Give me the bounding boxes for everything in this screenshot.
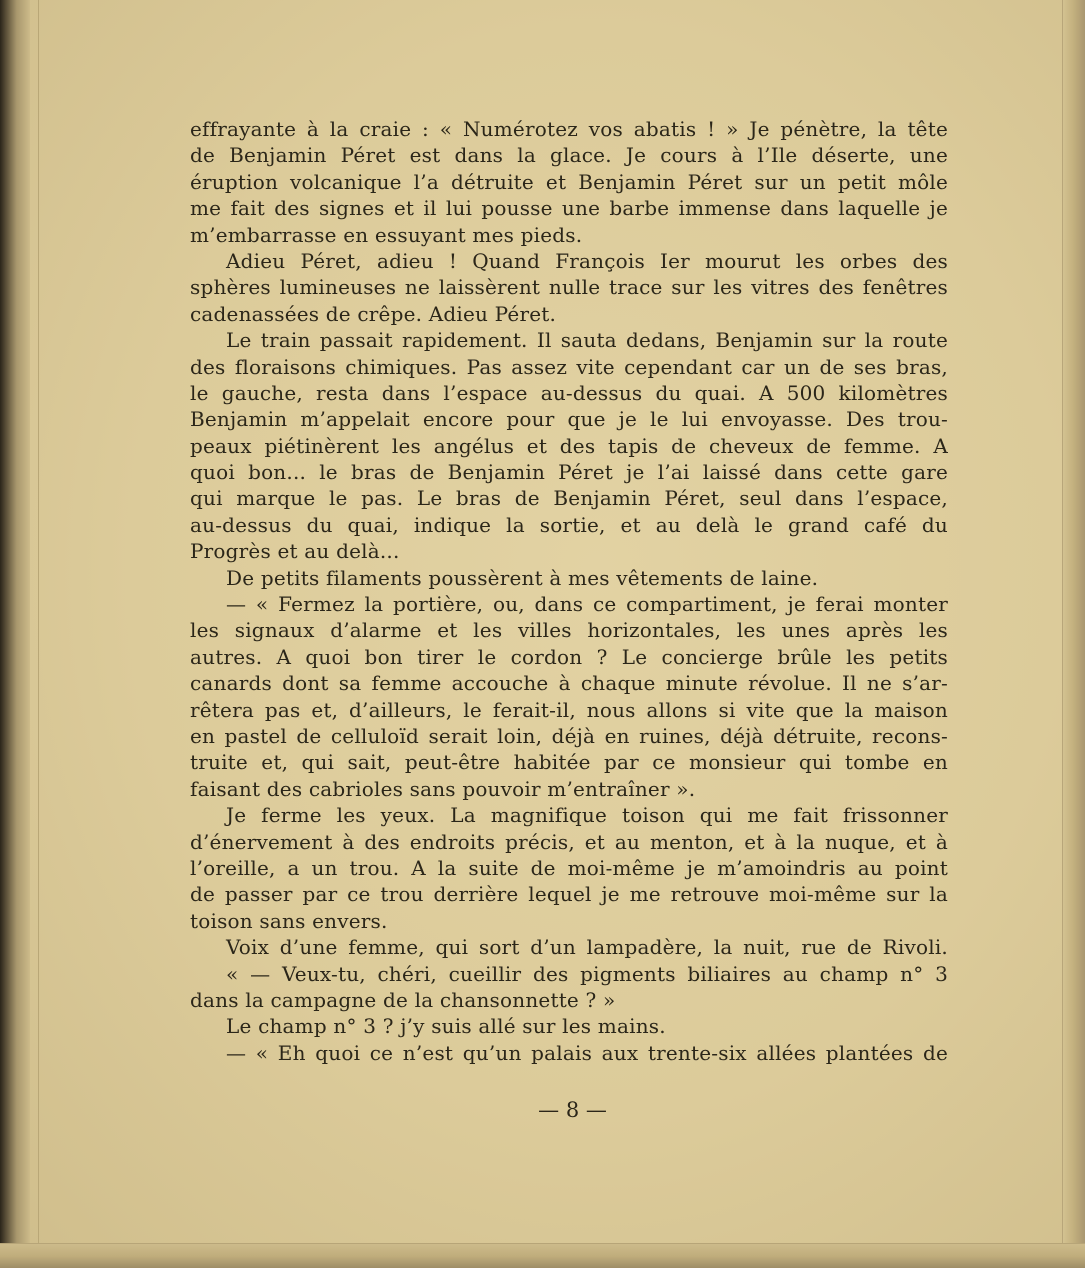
text-line: l’oreille, a un trou. A la suite de moi-même je m’amoindris au point — [190, 855, 948, 880]
text-line: le gauche, resta dans l’espace au-dessus du quai. A 500 kilomètres — [190, 380, 948, 405]
text-line: truite et, qui sait, peut-être habitée par ce monsieur qui tombe en — [190, 750, 948, 775]
page-number: — 8 — — [538, 1098, 607, 1122]
text-line: canards dont sa femme accouche à chaque minute révolue. Il ne s’ar- — [190, 671, 948, 696]
body-text — [190, 116, 948, 1066]
text-line: en pastel de celluloïd serait loin, déjà en ruines, déjà détruite, recons- — [190, 723, 948, 748]
text-line: au-dessus du quai, indique la sortie, et au delà le grand café du — [190, 512, 948, 537]
text-line: Le champ n° 3 ? j’y suis allé sur les mains. — [226, 1014, 666, 1039]
text-line: d’énervement à des endroits précis, et au menton, et à la nuque, et à — [190, 829, 948, 854]
text-line: des floraisons chimiques. Pas assez vite cependant car un de ses bras, — [190, 354, 948, 379]
text-line: rêtera pas et, d’ailleurs, le ferait-il, nous allons si vite que la maison — [190, 697, 948, 722]
text-line: dans la campagne de la chansonnette ? » — [190, 987, 616, 1012]
text-line: les signaux d’alarme et les villes horizontales, les unes après les — [190, 618, 948, 643]
text-line: De petits filaments poussèrent à mes vêtements de laine. — [226, 565, 819, 590]
text-line: — « Fermez la portière, ou, dans ce compartiment, je ferai monter — [226, 592, 948, 617]
text-line: Je ferme les yeux. La magnifique toison qui me fait frissonner — [226, 803, 948, 828]
text-line: faisant des cabrioles sans pouvoir m’entraîner ». — [190, 776, 696, 801]
text-line: éruption volcanique l’a détruite et Benjamin Péret sur un petit môle — [190, 169, 948, 194]
text-line: peaux piétinèrent les angélus et des tapis de cheveux de femme. A — [190, 433, 948, 458]
text-line: — « Eh quoi ce n’est qu’un palais aux trente-six allées plantées de — [226, 1040, 948, 1065]
text-line: quoi bon... le bras de Benjamin Péret je l’ai laissé dans cette gare — [190, 460, 948, 485]
text-line: Le train passait rapidement. Il sauta dedans, Benjamin sur la route — [226, 328, 948, 353]
text-line: qui marque le pas. Le bras de Benjamin Péret, seul dans l’espace, — [190, 486, 948, 511]
text-line: m’embarrasse en essuyant mes pieds. — [190, 222, 583, 247]
text-line: de passer par ce trou derrière lequel je me retrouve moi-même sur la — [190, 882, 948, 907]
text-line: « — Veux-tu, chéri, cueillir des pigments biliaires au champ n° 3 — [226, 961, 948, 986]
text-line: Benjamin m’appelait encore pour que je le lui envoyasse. Des trou- — [190, 407, 948, 432]
text-line: Progrès et au delà... — [190, 539, 400, 564]
page-fold-line — [38, 0, 39, 1268]
text-line: autres. A quoi bon tirer le cordon ? Le concierge brûle les petits — [190, 644, 948, 669]
page-right-edge — [1062, 0, 1085, 1268]
book-spine-shadow — [0, 0, 30, 1268]
text-line: cadenassées de crêpe. Adieu Péret. — [190, 301, 557, 326]
page-bottom-edge — [0, 1243, 1085, 1268]
text-line: Voix d’une femme, qui sort d’un lampadère, la nuit, rue de Rivoli. — [226, 935, 948, 960]
text-line: sphères lumineuses ne laissèrent nulle trace sur les vitres des fenêtres — [190, 275, 948, 300]
text-line: Adieu Péret, adieu ! Quand François Ier mourut les orbes des — [226, 248, 948, 273]
text-line: effrayante à la craie : « Numérotez vos abatis ! » Je pénètre, la tête — [190, 117, 948, 141]
text-line: me fait des signes et il lui pousse une barbe immense dans laquelle je — [190, 196, 948, 221]
text-line: de Benjamin Péret est dans la glace. Je cours à l’Ile déserte, une — [190, 143, 948, 168]
text-line: toison sans envers. — [190, 908, 388, 933]
